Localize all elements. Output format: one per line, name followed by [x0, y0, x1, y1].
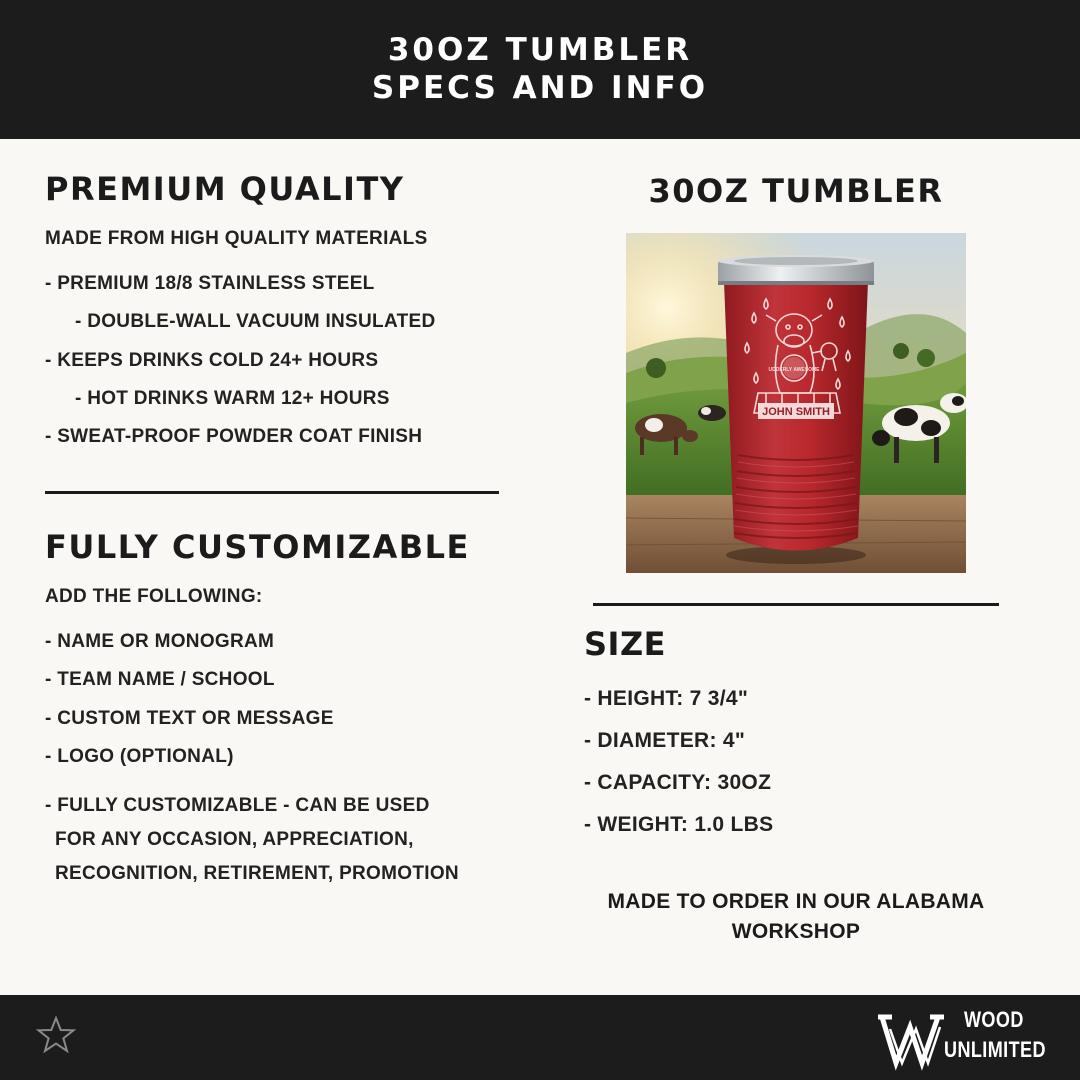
product-photo — [626, 233, 966, 573]
engraving-name: JOHN SMITH — [762, 406, 830, 418]
made-to-order-note — [584, 887, 1008, 947]
page-footer — [0, 995, 1080, 1080]
made-line-2: WORKSHOP — [731, 920, 861, 943]
custom-note-line: FOR ANY OCCASION, APPRECIATION, — [55, 829, 414, 850]
section-divider — [45, 491, 499, 494]
quality-title: PREMIUM QUALITY — [45, 170, 405, 208]
logo-w-icon — [876, 1003, 946, 1073]
quality-item: - KEEPS DRINKS COLD 24+ HOURS — [45, 350, 379, 371]
custom-item: - NAME OR MONOGRAM — [45, 631, 275, 652]
custom-item: - TEAM NAME / SCHOOL — [45, 669, 275, 690]
custom-title: FULLY CUSTOMIZABLE — [45, 528, 470, 566]
size-item: - HEIGHT: 7 3/4" — [584, 687, 749, 710]
star-icon — [36, 1015, 76, 1055]
custom-item: - CUSTOM TEXT OR MESSAGE — [45, 708, 334, 729]
custom-item: - LOGO (OPTIONAL) — [45, 746, 234, 767]
quality-item: - DOUBLE-WALL VACUUM INSULATED — [75, 311, 436, 332]
size-item: - DIAMETER: 4" — [584, 729, 746, 752]
custom-note-line: - FULLY CUSTOMIZABLE - CAN BE USED — [45, 795, 430, 816]
quality-subtitle: MADE FROM HIGH QUALITY MATERIALS — [45, 228, 428, 249]
size-item: - CAPACITY: 30OZ — [584, 771, 772, 794]
brand-logo — [876, 1003, 1056, 1073]
custom-note-line: RECOGNITION, RETIREMENT, PROMOTION — [55, 863, 459, 884]
custom-subtitle: ADD THE FOLLOWING: — [45, 586, 263, 607]
header-line-1: 30OZ TUMBLER — [387, 32, 693, 69]
size-title: SIZE — [584, 625, 667, 663]
quality-item: - SWEAT-PROOF POWDER COAT FINISH — [45, 426, 423, 447]
engraving-badge-text: UDDERLY AWESOME — [768, 367, 820, 373]
quality-item: - HOT DRINKS WARM 12+ HOURS — [75, 388, 390, 409]
header-line-2: SPECS AND INFO — [371, 69, 709, 106]
page-header — [0, 0, 1080, 139]
section-divider — [593, 603, 999, 606]
size-item: - WEIGHT: 1.0 LBS — [584, 813, 774, 836]
product-title: 30OZ TUMBLER — [648, 172, 944, 210]
quality-item: - PREMIUM 18/8 STAINLESS STEEL — [45, 273, 375, 294]
made-line-1: MADE TO ORDER IN OUR ALABAMA — [607, 890, 985, 913]
logo-text-line-2: UNLIMITED — [944, 1037, 1046, 1062]
logo-text-line-1: WOOD — [964, 1007, 1024, 1032]
